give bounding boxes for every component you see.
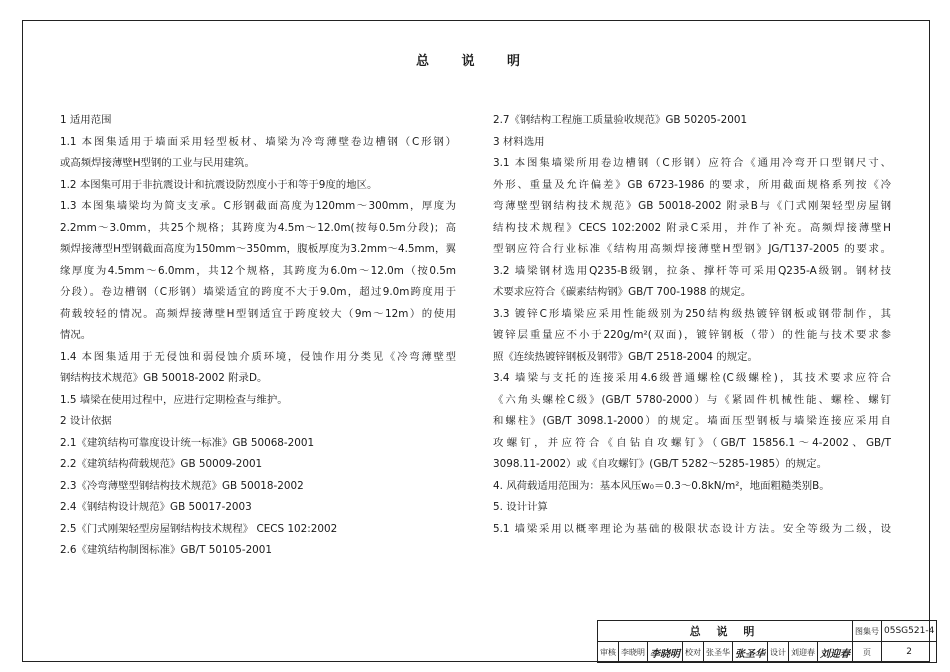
text-line: 情况。 bbox=[60, 329, 92, 341]
text-line: 镀锌层重量应不小于220g/m²(双面)，镀锌钢板（带）的性能与技术要求参 bbox=[493, 329, 891, 341]
text-line: 结构技术规程》CECS 102:2002 附录C采用，并作了补充。高频焊接薄壁H bbox=[493, 221, 891, 234]
text-line: 4. 风荷载适用范围为：基本风压w₀＝0.3～0.8kN/m²，地面粗糙类别B。 bbox=[493, 479, 830, 492]
text-line: 荷载较轻的情况。高频焊接薄壁H型钢适宜于跨度较大（9m～12m）的使用 bbox=[60, 307, 456, 320]
text-line: 2.3《冷弯薄壁型钢结构技术规范》GB 50018-2002 bbox=[60, 479, 304, 492]
text-line: 《六角头螺栓C级》(GB/T 5780-2000）与《紧固件机械性能、螺栓、螺钉 bbox=[493, 393, 891, 406]
page-number: 2 bbox=[882, 642, 937, 663]
text-line: 频焊接薄型H型钢截面高度为150mm～350mm，腹板厚度为3.2mm～4.5mm，翼 bbox=[60, 243, 456, 255]
text-line: 3.1 本图集墙梁所用卷边槽钢（C形钢）应符合《通用冷弯开口型钢尺寸、 bbox=[493, 157, 891, 169]
text-line: 3.2 墙梁钢材选用Q235-B级钢，拉条、撑杆等可采用Q235-A级钢。钢材技 bbox=[493, 264, 891, 277]
right-column bbox=[493, 110, 891, 540]
text-line: 1.1 本图集适用于墙面采用轻型板材、墙梁为冷弯薄壁卷边槽钢（C形钢） bbox=[60, 135, 456, 148]
text-line: 3.4 墙梁与支托的连接采用4.6级普通螺栓(C级螺栓)，其技术要求应符合 bbox=[493, 372, 891, 384]
text-line: 2.6《建筑结构制图标准》GB/T 50105-2001 bbox=[60, 544, 273, 556]
page-title: 总 说 明 bbox=[415, 54, 535, 69]
text-line: 钢结构技术规范》GB 50018-2002 附录D。 bbox=[60, 372, 268, 384]
design-signature: 刘迎春 bbox=[818, 642, 853, 663]
title-block-name: 总 说 明 bbox=[598, 621, 853, 642]
review-name: 李晓明 bbox=[619, 642, 648, 663]
text-line: 2.7《钢结构工程施工质量验收规范》GB 50205-2001 bbox=[493, 114, 748, 126]
text-line: 1.5 墙梁在使用过程中，应进行定期检查与维护。 bbox=[60, 393, 288, 406]
text-line: 2.5《门式刚架轻型房屋钢结构技术规程》 CECS 102:2002 bbox=[60, 522, 338, 535]
text-line: 型钢应符合行业标准《结构用高频焊接薄壁H型钢》JG/T137-2005 的要求。 bbox=[493, 243, 891, 255]
text-line: 3 材料选用 bbox=[493, 135, 545, 148]
text-line: 3.3 镀锌C形墙梁应采用性能级别为250结构级热镀锌钢板或钢带制作，其 bbox=[493, 307, 891, 320]
page-label: 页 bbox=[853, 642, 882, 663]
atlas-label: 图集号 bbox=[853, 621, 882, 642]
text-line: 外形、重量及允许偏差》GB 6723-1986 的要求，所用截面规格系列按《冷 bbox=[493, 178, 891, 191]
text-line: 2.2《建筑结构荷载规范》GB 50009-2001 bbox=[60, 458, 263, 470]
text-line: 2.1《建筑结构可靠度设计统一标准》GB 50068-2001 bbox=[60, 436, 315, 449]
text-line: 2.2mm～3.0mm，共25个规格；其跨度为4.5m～12.0m(按每0.5m分段)；高 bbox=[60, 221, 456, 234]
text-line: 2.4《钢结构设计规范》GB 50017-2003 bbox=[60, 501, 252, 513]
text-line: 和螺柱》(GB/T 3098.1-2000）的规定。墙面压型钢板与墙梁连接应采用自 bbox=[493, 415, 891, 427]
text-line: 术要求应符合《碳素结构钢》GB/T 700-1988 的规定。 bbox=[493, 286, 752, 298]
text-line: 3098.11-2002）或《自攻螺钉》(GB/T 5282～5285-1985）的规定。 bbox=[493, 458, 828, 470]
atlas-number: 05SG521-4 bbox=[882, 621, 937, 642]
text-line: 分段）。卷边槽钢（C形钢）墙梁适宜的跨度不大于9.0m，超过9.0m跨度用于 bbox=[60, 286, 456, 298]
text-line: 弯薄壁型钢结构技术规范》GB 50018-2002 附录B与《门式刚架轻型房屋钢 bbox=[493, 200, 891, 212]
text-line: 2 设计依据 bbox=[60, 415, 112, 427]
text-line: 5. 设计计算 bbox=[493, 501, 548, 513]
text-line: 或高频焊接薄壁H型钢的工业与民用建筑。 bbox=[60, 157, 255, 169]
design-label: 设计 bbox=[768, 642, 789, 663]
text-line: 1.3 本图集墙梁均为简支支承。C形钢截面高度为120mm～300mm，厚度为 bbox=[60, 200, 456, 212]
check-signature: 张圣华 bbox=[733, 642, 768, 663]
text-line: 5.1 墙梁采用以概率理论为基础的极限状态设计方法。安全等级为二级，设 bbox=[493, 522, 891, 535]
left-column bbox=[60, 110, 456, 562]
text-line: 缘厚度为4.5mm～6.0mm，共12个规格，其跨度为6.0m～12.0m（按0.5m bbox=[60, 264, 456, 277]
text-line: 1 适用范围 bbox=[60, 114, 112, 126]
design-name: 刘迎春 bbox=[789, 642, 818, 663]
title-block bbox=[597, 620, 937, 663]
text-line: 攻螺钉，并应符合《自钻自攻螺钉》（GB/T 15856.1～4-2002、GB/T bbox=[493, 436, 891, 449]
check-label: 校对 bbox=[683, 642, 704, 663]
text-line: 1.4 本图集适用于无侵蚀和弱侵蚀介质环境，侵蚀作用分类见《冷弯薄壁型 bbox=[60, 350, 456, 363]
text-line: 照《连续热镀锌钢板及钢带》GB/T 2518-2004 的规定。 bbox=[493, 350, 758, 363]
review-signature: 李晓明 bbox=[648, 642, 683, 663]
text-line: 1.2 本图集可用于非抗震设计和抗震设防烈度小于和等于9度的地区。 bbox=[60, 178, 378, 191]
check-name: 张圣华 bbox=[704, 642, 733, 663]
review-label: 审核 bbox=[598, 642, 619, 663]
